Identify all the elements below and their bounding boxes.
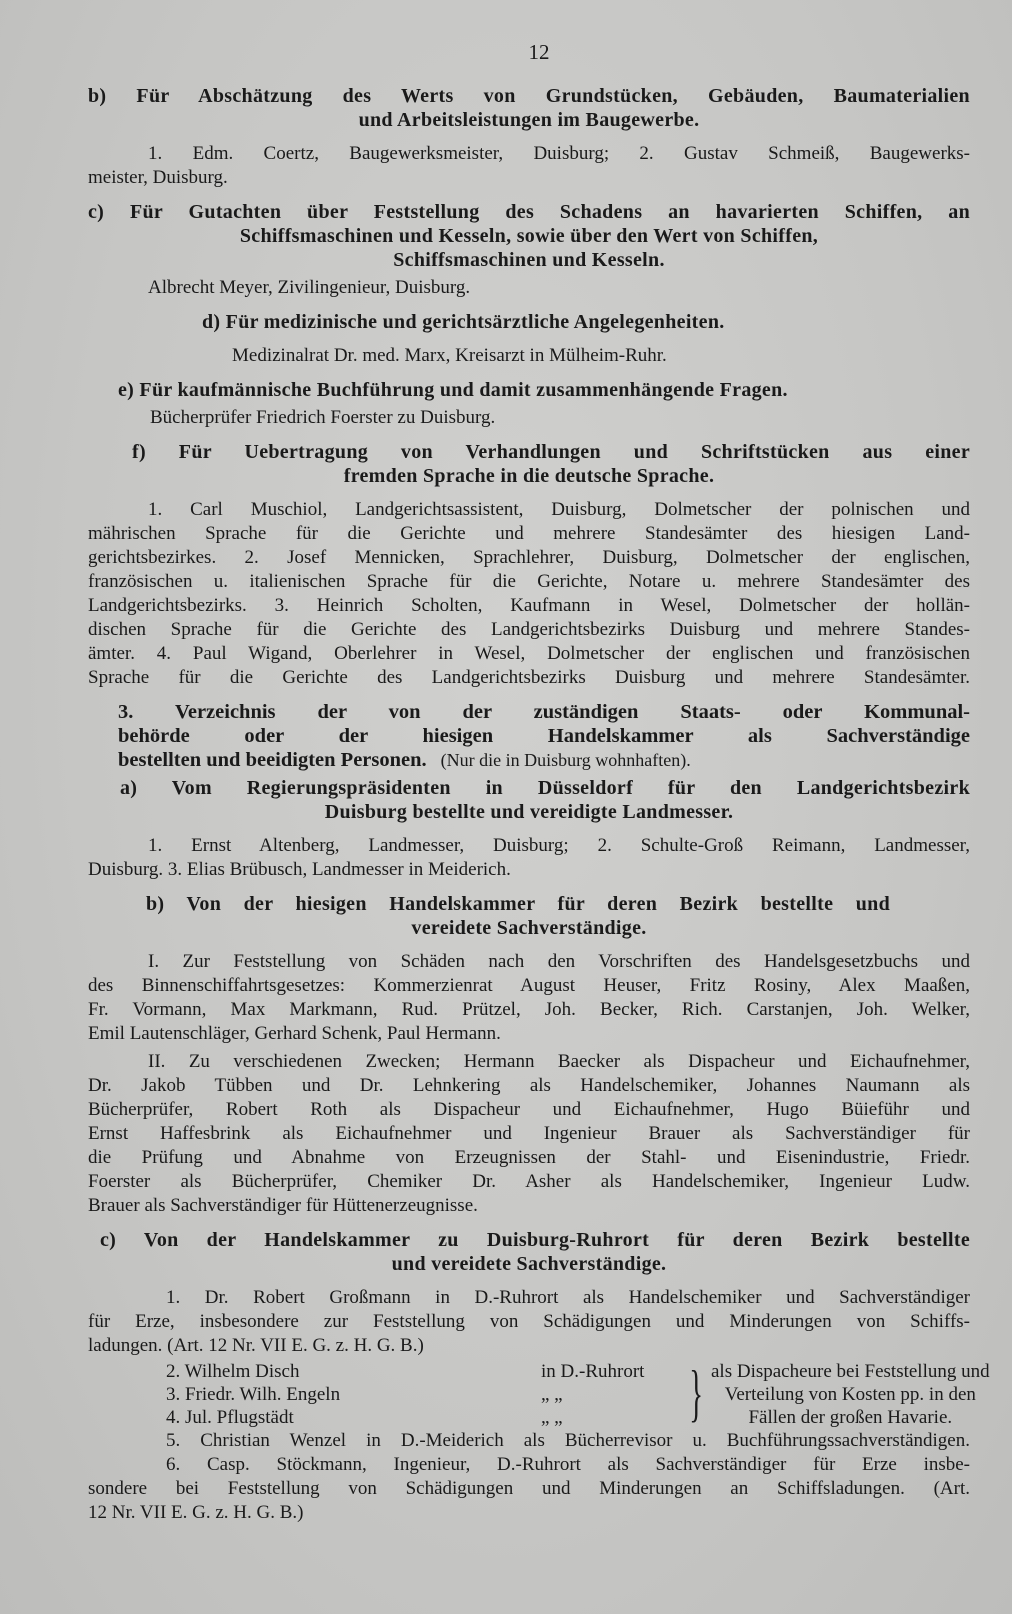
text-line bbox=[88, 1022, 970, 1046]
text-line bbox=[88, 666, 970, 690]
line-text: des Binnenschiffahrtsgesetzes: Kommerzienrat August Heuser, Fritz Rosiny, Alex Maaßen, bbox=[88, 975, 970, 996]
text-line bbox=[88, 570, 970, 594]
text-line bbox=[88, 200, 970, 224]
line-note: (Nur die in Duisburg wohnhaften). bbox=[440, 750, 691, 770]
text-line bbox=[88, 522, 970, 546]
text-line bbox=[88, 142, 970, 166]
text-line bbox=[88, 84, 970, 108]
section-heading bbox=[88, 892, 970, 940]
tail-paragraph bbox=[88, 1429, 970, 1525]
line-text: 1. Ernst Altenberg, Landmesser, Duisburg; 2. Schulte-Groß Reimann, Landmesser, bbox=[148, 835, 970, 856]
line-text: Dr. Jakob Tübben und Dr. Lehnkering als Handelschemiker, Johannes Naumann als bbox=[88, 1075, 970, 1096]
text-line bbox=[88, 440, 970, 464]
text-line bbox=[88, 724, 970, 748]
line-text: Bücherprüfer, Robert Roth als Dispacheur und Eichaufnehmer, Hugo Büieführ und bbox=[88, 1099, 970, 1120]
line-text: vereidete Sachverständige. bbox=[411, 917, 647, 939]
role-description: Fällen der großen Havarie. bbox=[748, 1407, 953, 1428]
line-text: Landgerichtsbezirks. 3. Heinrich Scholten, Kaufmann in Wesel, Dolmetscher der hollän- bbox=[88, 595, 970, 616]
section-heading bbox=[88, 776, 970, 824]
line-text: 6. Casp. Stöckmann, Ingenieur, D.-Ruhrort als Sachverständiger für Erze insbe- bbox=[166, 1454, 970, 1475]
line-text: bestellten und beeidigten Personen. bbox=[118, 749, 427, 771]
line-text: ämter. 4. Paul Wigand, Oberlehrer in Wesel, Dolmetscher der englischen und französischen bbox=[88, 643, 970, 664]
text-line bbox=[88, 1477, 970, 1501]
text-line bbox=[88, 1194, 970, 1218]
line-text: d) Für medizinische und gerichtsärztliche Angelegenheiten. bbox=[202, 311, 725, 333]
line-text: 1. Edm. Coertz, Baugewerksmeister, Duisburg; 2. Gustav Schmeiß, Baugewerks- bbox=[148, 143, 970, 164]
text-line bbox=[88, 1122, 970, 1146]
paragraph bbox=[88, 1050, 970, 1218]
line-text: a) Vom Regierungspräsidenten in Düsseldorf für den Landgerichtsbezirk bbox=[120, 777, 970, 799]
person-name: 4. Jul. Pflugstädt bbox=[166, 1407, 294, 1428]
line-text: Brauer als Sachverständiger für Hüttenerzeugnisse. bbox=[88, 1195, 478, 1216]
line-text: Sprache für die Gerichte des Landgerichtsbezirks Duisburg und mehrere Standesämter. bbox=[88, 667, 970, 688]
section-heading bbox=[88, 440, 970, 488]
line-text: Albrecht Meyer, Zivilingenieur, Duisburg. bbox=[148, 277, 471, 298]
text-line bbox=[88, 618, 970, 642]
text-line bbox=[88, 546, 970, 570]
line-text: und vereidete Sachverständige. bbox=[391, 1253, 667, 1275]
line-text: die Prüfung und Abnahme von Erzeugnissen der Stahl- und Eisenindustrie, Friedr. bbox=[88, 1147, 970, 1168]
brace-symbol: } bbox=[689, 1357, 704, 1428]
line-text: 3. Verzeichnis der von der zuständigen Staats- oder Kommunal- bbox=[118, 701, 970, 723]
line-text: behörde oder der hiesigen Handelskammer als Sachverständige bbox=[118, 725, 970, 747]
line-text: und Arbeitsleistungen im Baugewerbe. bbox=[358, 109, 700, 131]
text-line bbox=[88, 464, 970, 488]
line-text: 5. Christian Wenzel in D.-Meiderich als Bücherrevisor u. Buchführungssachverständigen. bbox=[166, 1430, 970, 1451]
line-text: b) Für Abschätzung des Werts von Grundstücken, Gebäuden, Baumaterialien bbox=[88, 85, 970, 107]
text-line bbox=[88, 166, 970, 190]
text-line bbox=[88, 224, 970, 248]
line-text: Bücherprüfer Friedrich Foerster zu Duisburg. bbox=[150, 407, 496, 428]
text-line bbox=[88, 1501, 970, 1525]
line-text: für Erze, insbesondere zur Feststellung von Schädigungen und Minderungen von Schiffs- bbox=[88, 1311, 970, 1332]
text-line bbox=[88, 1334, 970, 1358]
text-line bbox=[88, 892, 970, 916]
text-line bbox=[88, 1146, 970, 1170]
person-name: 3. Friedr. Wilh. Engeln bbox=[166, 1384, 341, 1405]
role-description: Verteilung von Kosten pp. in den bbox=[724, 1384, 976, 1405]
line-text: c) Von der Handelskammer zu Duisburg-Ruhrort für deren Bezirk bestellte bbox=[100, 1229, 970, 1251]
line-text: Emil Lautenschläger, Gerhard Schenk, Paul Hermann. bbox=[88, 1023, 501, 1044]
line-text: Duisburg bestellte und vereidigte Landmesser. bbox=[324, 801, 734, 823]
paragraph bbox=[88, 834, 970, 882]
page-number: 12 bbox=[528, 40, 550, 64]
text-line bbox=[88, 378, 970, 402]
text-line bbox=[88, 700, 970, 724]
text-line bbox=[88, 1252, 970, 1276]
section-heading bbox=[88, 310, 970, 334]
text-line bbox=[88, 276, 970, 300]
line-text: Fr. Vormann, Max Markmann, Rud. Prützel, Joh. Becker, Rich. Carstanjen, Joh. Welker, bbox=[88, 999, 970, 1020]
line-text: meister, Duisburg. bbox=[88, 167, 228, 188]
line-text: II. Zu verschiedenen Zwecken; Hermann Baecker als Dispacheur und Eichaufnehmer, bbox=[148, 1051, 970, 1072]
text-line bbox=[88, 1098, 970, 1122]
line-text: ladungen. (Art. 12 Nr. VII E. G. z. H. G. B.) bbox=[88, 1335, 424, 1356]
line-text: e) Für kaufmännische Buchführung und damit zusammenhängende Fragen. bbox=[118, 379, 788, 401]
line-text: Duisburg. 3. Elias Brübusch, Landmesser in Meiderich. bbox=[88, 859, 511, 880]
person-place: in D.-Ruhrort bbox=[541, 1361, 645, 1382]
line-text: 12 Nr. VII E. G. z. H. G. B.) bbox=[88, 1502, 304, 1523]
line-text: fremden Sprache in die deutsche Sprache. bbox=[343, 465, 715, 487]
text-line bbox=[88, 858, 970, 882]
text-line bbox=[88, 248, 970, 272]
text-line bbox=[88, 642, 970, 666]
person-name: 2. Wilhelm Disch bbox=[166, 1361, 300, 1382]
role-description: als Dispacheure bei Feststellung und bbox=[711, 1361, 990, 1382]
paragraph bbox=[88, 344, 970, 368]
line-text: f) Für Uebertragung von Verhandlungen und Schriftstücken aus einer bbox=[132, 441, 970, 463]
text-line bbox=[88, 344, 970, 368]
text-line bbox=[88, 916, 970, 940]
line-text: 1. Dr. Robert Großmann in D.-Ruhrort als Handelschemiker und Sachverständiger bbox=[166, 1287, 970, 1308]
section-heading bbox=[88, 84, 970, 132]
text-line bbox=[88, 748, 970, 772]
text-line bbox=[88, 1286, 970, 1310]
text-line bbox=[88, 1429, 970, 1453]
line-text: 1. Carl Muschiol, Landgerichtsassistent, Duisburg, Dolmetscher der polnischen und bbox=[148, 499, 970, 520]
text-line bbox=[88, 594, 970, 618]
text-line bbox=[88, 310, 970, 334]
text-line bbox=[88, 1228, 970, 1252]
text-line bbox=[88, 776, 970, 800]
text-line bbox=[88, 800, 970, 824]
line-text: Schiffsmaschinen und Kesseln. bbox=[393, 249, 665, 271]
line-text: dischen Sprache für die Gerichte des Landgerichtsbezirks Duisburg und mehrere Standes- bbox=[88, 619, 970, 640]
line-text: Medizinalrat Dr. med. Marx, Kreisarzt in Mülheim-Ruhr. bbox=[232, 345, 667, 366]
line-text: Schiffsmaschinen und Kesseln, sowie über den Wert von Schiffen, bbox=[239, 225, 819, 247]
paragraph bbox=[88, 1286, 970, 1358]
section-heading bbox=[88, 700, 970, 772]
text-blocks bbox=[88, 84, 970, 1358]
person-place: „ „ bbox=[541, 1407, 563, 1428]
line-text: gerichtsbezirkes. 2. Josef Mennicken, Sprachlehrer, Duisburg, Dolmetscher der englischen, bbox=[88, 547, 970, 568]
dispacheur-list bbox=[166, 1357, 990, 1429]
text-line bbox=[88, 406, 970, 430]
text-line bbox=[88, 108, 970, 132]
section-heading bbox=[88, 1228, 970, 1276]
line-text: sondere bei Feststellung von Schädigungen und Minderungen an Schiffsladungen. (Art. bbox=[88, 1478, 970, 1499]
text-line bbox=[88, 998, 970, 1022]
section-heading bbox=[88, 378, 970, 402]
paragraph bbox=[88, 950, 970, 1046]
text-line bbox=[88, 498, 970, 522]
section-heading bbox=[88, 200, 970, 272]
paragraph bbox=[88, 406, 970, 430]
text-line bbox=[88, 834, 970, 858]
line-text: I. Zur Feststellung von Schäden nach den Vorschriften des Handelsgesetzbuchs und bbox=[148, 951, 970, 972]
person-place: „ „ bbox=[541, 1384, 563, 1405]
text-line bbox=[88, 974, 970, 998]
paragraph bbox=[88, 498, 970, 690]
line-text: b) Von der hiesigen Handelskammer für deren Bezirk bestellte und bbox=[146, 893, 890, 915]
paragraph bbox=[88, 276, 970, 300]
text-line bbox=[88, 1050, 970, 1074]
line-text: mährischen Sprache für die Gerichte und mehrere Standesämter des hiesigen Land- bbox=[88, 523, 970, 544]
text-line bbox=[88, 1074, 970, 1098]
text-line bbox=[88, 1170, 970, 1194]
line-text: französischen u. italienischen Sprache für die Gerichte, Notare u. mehrere Standesämter des bbox=[88, 571, 970, 592]
line-text: c) Für Gutachten über Feststellung des Schadens an havarierten Schiffen, an bbox=[88, 201, 970, 223]
text-line bbox=[88, 950, 970, 974]
paragraph bbox=[88, 142, 970, 190]
line-text: Ernst Haffesbrink als Eichaufnehmer und Ingenieur Brauer als Sachverständiger für bbox=[88, 1123, 970, 1144]
page-content bbox=[88, 38, 990, 1525]
text-line bbox=[88, 1310, 970, 1334]
text-line bbox=[88, 1453, 970, 1477]
line-text: Foerster als Bücherprüfer, Chemiker Dr. Asher als Handelschemiker, Ingenieur Ludw. bbox=[88, 1171, 970, 1192]
